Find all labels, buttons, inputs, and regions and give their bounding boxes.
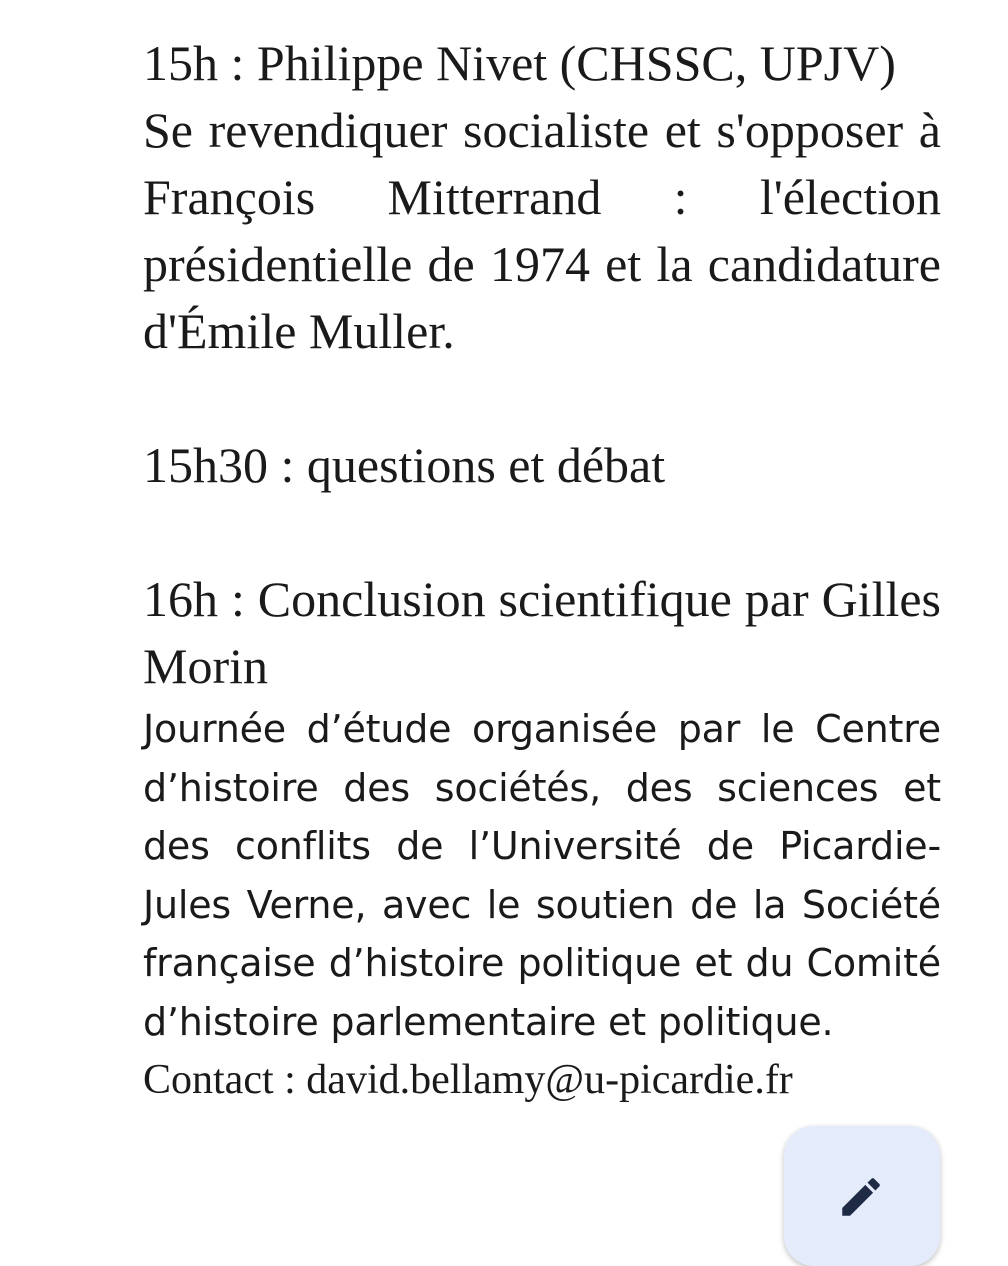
pencil-icon bbox=[836, 1172, 886, 1222]
session-heading-15h: 15h : Philippe Nivet (CHSSC, UPJV) bbox=[143, 35, 896, 91]
session-title-15h: Se revendiquer socialiste et s'opposer à François Mitterrand : l'élection présidentielle de 1974 et la candidature d'Émile Muller. bbox=[143, 102, 941, 359]
document-body bbox=[143, 30, 941, 1109]
organization-note: Journée d’étude organisée par le Centre d’histoire des sociétés, des sciences et des conflits de l’Université de Picardie-Jules Verne, avec le soutien de la Société française d’histoire politique et du Comité d’histoire parlementaire et politique. bbox=[143, 707, 941, 1044]
session-heading-16h: 16h : Conclusion scientifique par Gilles Morin bbox=[143, 571, 941, 694]
spacer bbox=[143, 365, 941, 432]
contact-line: Contact : david.bellamy@u-picardie.fr bbox=[143, 1057, 793, 1103]
session-heading-15h30: 15h30 : questions et débat bbox=[143, 437, 666, 493]
edit-fab-button[interactable] bbox=[784, 1126, 940, 1266]
spacer bbox=[143, 499, 941, 566]
